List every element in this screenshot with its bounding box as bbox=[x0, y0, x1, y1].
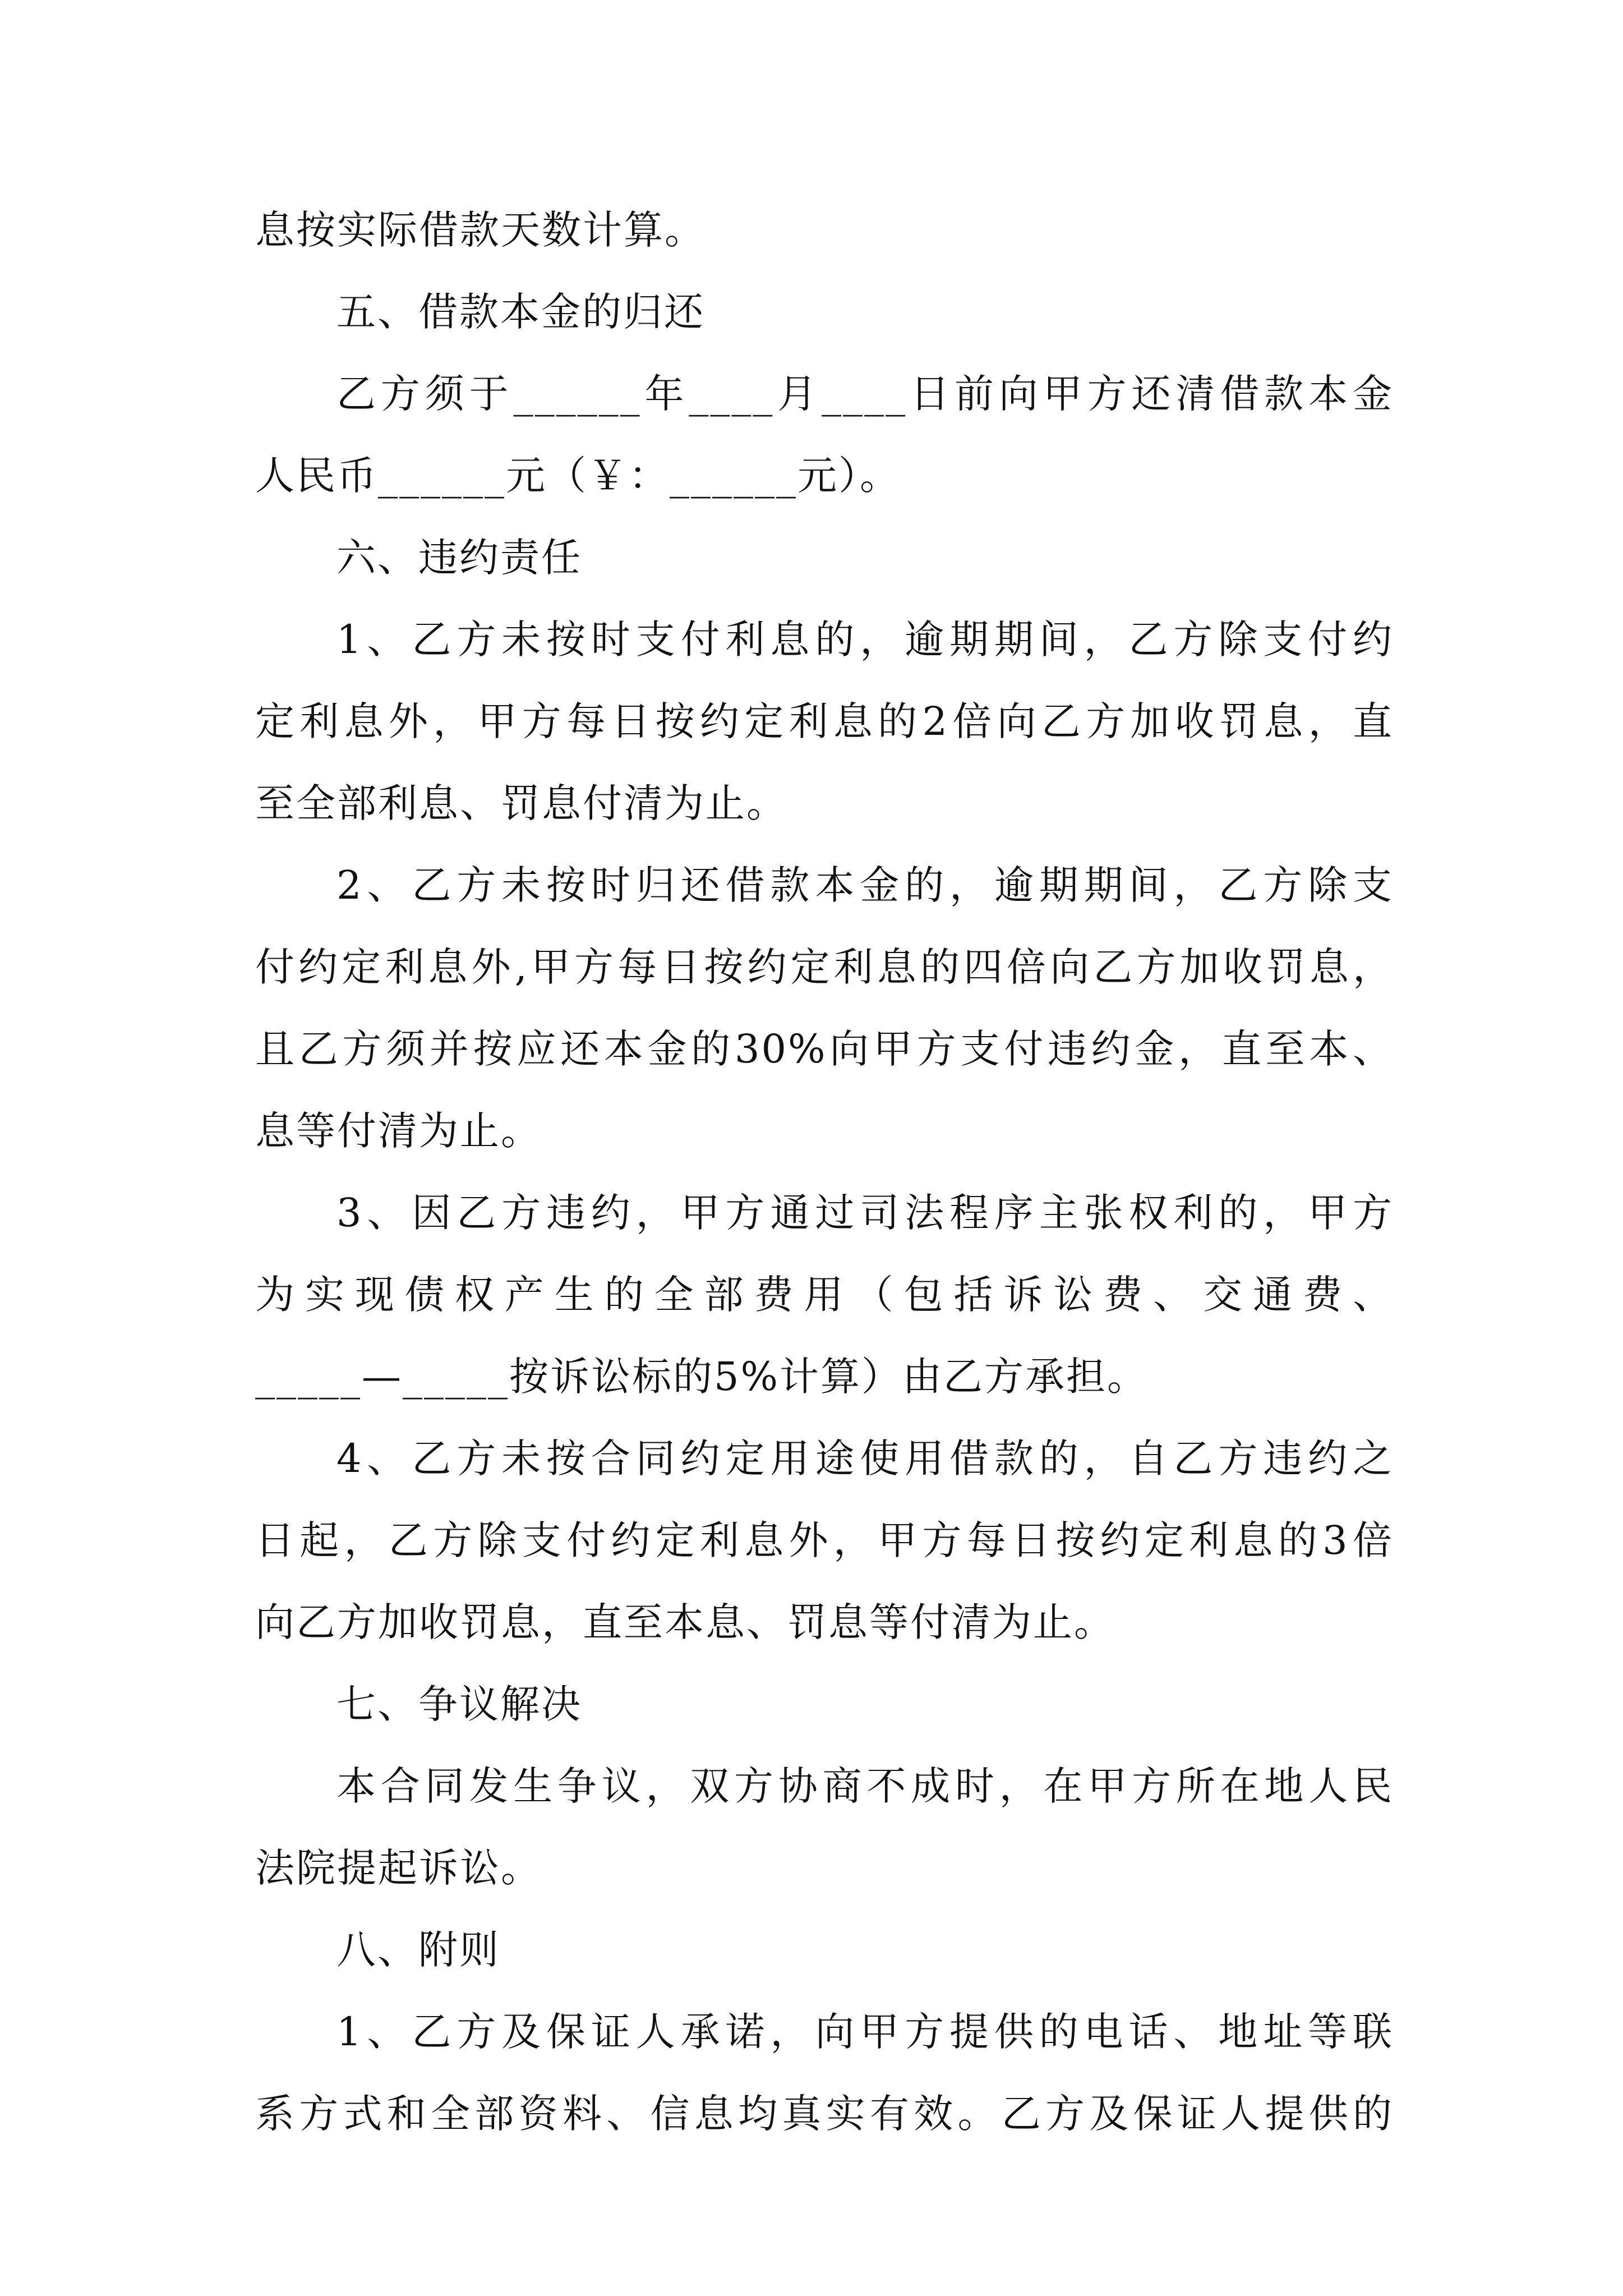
section-heading: 八、附则 bbox=[336, 1927, 500, 1973]
text-line: 1、乙方未按时支付利息的，逾期期间，乙方除支付约 bbox=[336, 616, 1394, 662]
text-line: 且乙方须并按应还本金的30%向甲方支付违约金，直至本、 bbox=[255, 1026, 1394, 1072]
text-line: 向乙方加收罚息，直至本息、罚息等付清为止。 bbox=[255, 1599, 1115, 1645]
text-line: 为实现债权产生的全部费用（包括诉讼费、交通费、 bbox=[255, 1272, 1394, 1318]
text-line: 息等付清为止。 bbox=[255, 1108, 542, 1154]
text-line: 乙方须于______年____月____日前向甲方还清借款本金 bbox=[336, 371, 1394, 417]
text-line: 法院提起诉讼。 bbox=[255, 1845, 542, 1891]
section-heading: 七、争议解决 bbox=[336, 1681, 582, 1727]
text-line: 日起，乙方除支付约定利息外，甲方每日按约定利息的3倍 bbox=[255, 1517, 1394, 1563]
text-line: 4、乙方未按合同约定用途使用借款的，自乙方违约之 bbox=[336, 1435, 1394, 1481]
section-heading: 五、借款本金的归还 bbox=[336, 289, 705, 335]
section-heading: 六、违约责任 bbox=[336, 535, 582, 581]
text-line: 本合同发生争议，双方协商不成时，在甲方所在地人民 bbox=[336, 1763, 1394, 1809]
text-line: 系方式和全部资料、信息均真实有效。乙方及保证人提供的 bbox=[255, 2091, 1394, 2137]
text-line: 人民币______元（￥：______元）。 bbox=[255, 453, 901, 499]
text-line: 2、乙方未按时归还借款本金的，逾期期间，乙方除支 bbox=[336, 862, 1394, 908]
text-line: 定利息外，甲方每日按约定利息的2倍向乙方加收罚息，直 bbox=[255, 698, 1394, 744]
text-line: 3、因乙方违约，甲方通过司法程序主张权利的，甲方 bbox=[336, 1190, 1394, 1236]
text-line: _____—_____按诉讼标的5%计算）由乙方承担。 bbox=[255, 1354, 1149, 1400]
text-line: 付约定利息外,甲方每日按约定利息的四倍向乙方加收罚息， bbox=[255, 944, 1394, 990]
text-line: 1、乙方及保证人承诺，向甲方提供的电话、地址等联 bbox=[336, 2009, 1394, 2055]
text-line: 息按实际借款天数计算。 bbox=[255, 207, 706, 253]
text-line: 至全部利息、罚息付清为止。 bbox=[255, 780, 787, 826]
